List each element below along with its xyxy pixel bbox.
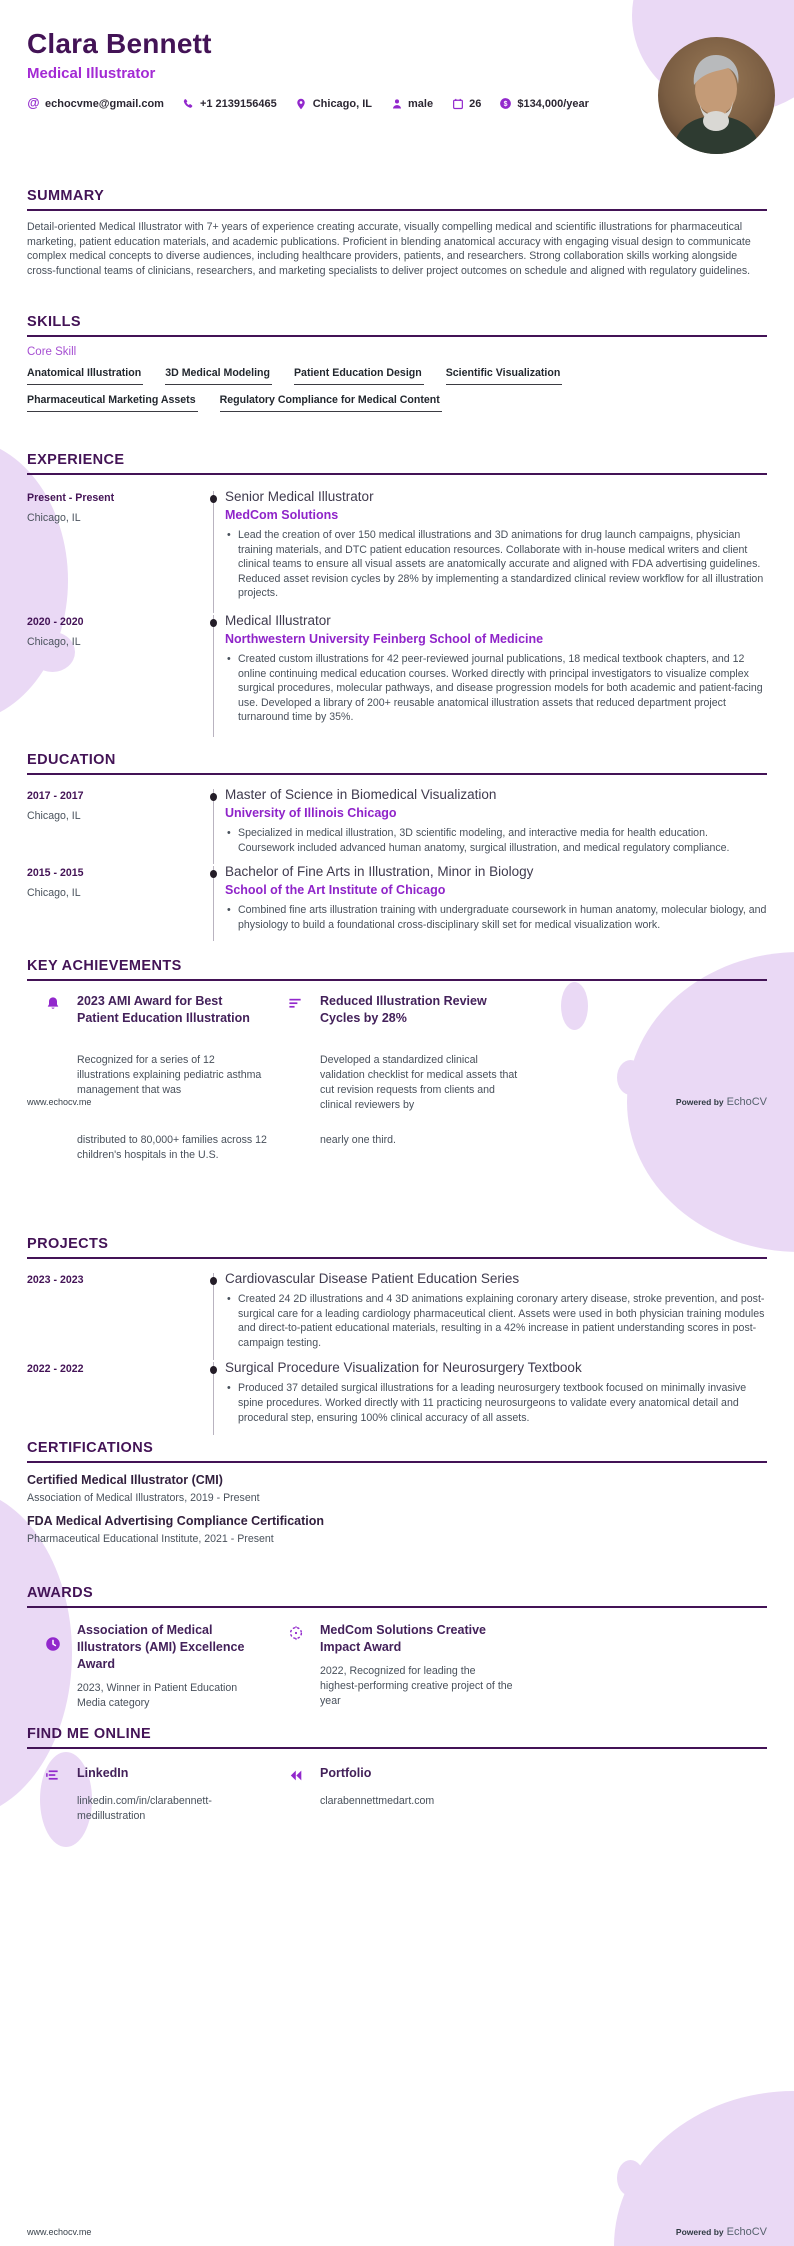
contact-phone-text: +1 2139156465 — [199, 97, 277, 110]
section-heading: FIND ME ONLINE — [27, 1726, 152, 1742]
project-entry — [27, 1271, 767, 1360]
award-title: MedCom Solutions Creative Impact Award — [320, 1623, 486, 1654]
timeline-dot — [210, 1366, 217, 1374]
section-key-achievements — [27, 958, 767, 1163]
project-title: Surgical Procedure Visualization for Neurosurgery Textbook — [225, 1360, 582, 1376]
certification-name: FDA Medical Advertising Compliance Certification — [27, 1514, 325, 1528]
location-pin-icon — [295, 97, 308, 110]
achievement-desc-continued: nearly one third. — [320, 1134, 396, 1146]
certification-item — [27, 1473, 767, 1504]
contact-gender-text: male — [408, 97, 434, 110]
skills-row — [27, 394, 767, 412]
skill-chip: Scientific Visualization — [446, 367, 563, 385]
section-awards — [27, 1585, 767, 1711]
job-position-title: Medical Illustrator — [225, 612, 331, 628]
entry-location: Chicago, IL — [27, 635, 81, 648]
timeline-rail — [203, 489, 225, 613]
section-heading: EXPERIENCE — [27, 452, 125, 468]
achievement-title: 2023 AMI Award for Best Patient Education Illustration — [77, 994, 250, 1025]
social-url[interactable]: clarabennettmedart.com — [320, 1795, 435, 1807]
brand-name: EchoCV — [726, 2226, 767, 2238]
contact-location-text: Chicago, IL — [312, 97, 372, 110]
skill-chip: 3D Medical Modeling — [165, 367, 272, 385]
summary-text: Detail-oriented Medical Illustrator with 7+ years of experience creating accurate, visually compelling medical and scientific illustrations for pharmaceutical marketing, patient education materials, and academic publications. Proficient in blending anatomical accuracy with engaging visual design to communicate complex medical concepts to diverse audiences, including healthcare providers, patients, and researchers. Strong collaboration skills working alongside cross-functional teams of clinicians, researchers, and marketing specialists to deliver project outcomes on schedule and aligned with regulatory guidelines. — [27, 221, 751, 277]
timeline-dot — [210, 1277, 217, 1285]
timeline-rail — [203, 787, 225, 864]
section-heading: SKILLS — [27, 314, 81, 330]
person-icon — [390, 97, 403, 110]
contact-phone[interactable] — [182, 97, 277, 110]
award-title: Association of Medical Illustrators (AMI) Excellence Award — [77, 1623, 245, 1671]
experience-entry — [27, 613, 767, 737]
award-card — [45, 1622, 288, 1711]
skill-chip: Patient Education Design — [294, 367, 424, 385]
project-title: Cardiovascular Disease Patient Education Series — [225, 1271, 520, 1286]
entry-location: Chicago, IL — [27, 512, 81, 524]
bullet-item: • Produced 37 detailed surgical illustrations for a leading neurosurgery textbook focused on minimally invasive spine procedures. Worked directly with 11 practicing neurosurgeons to validate every anatomical detail and procedural step, ensuring 100% clinical accuracy of all assets. — [225, 1381, 767, 1425]
certification-name: Certified Medical Illustrator (CMI) — [27, 1473, 223, 1487]
section-rule — [27, 335, 767, 337]
section-heading: AWARDS — [27, 1585, 94, 1601]
contact-age[interactable] — [451, 97, 481, 110]
achievement-card — [288, 993, 538, 1163]
skill-chip: Regulatory Compliance for Medical Content — [220, 394, 442, 412]
certification-details: Pharmaceutical Educational Institute, 2021 - Present — [27, 1533, 274, 1545]
section-education — [27, 752, 767, 941]
phone-icon — [182, 97, 195, 110]
entry-dates: 2023 - 2023 — [27, 1274, 84, 1286]
timeline-dot — [210, 870, 217, 878]
section-heading: CERTIFICATIONS — [27, 1440, 154, 1456]
job-title: Medical Illustrator — [27, 65, 156, 82]
section-rule — [27, 1747, 767, 1749]
contact-age-text: 26 — [469, 97, 482, 110]
section-certifications — [27, 1440, 767, 1545]
clock-icon — [45, 1636, 61, 1652]
experience-entry — [27, 489, 767, 613]
bullet-item: • Created 24 2D illustrations and 4 3D animations explaining coronary artery disease, stroke prevention, and post-surgical care for a leading cardiology pharmaceutical client. Assets were used in both physician training modules and direct-to-patient educational materials, resulting in a 42% increase in patient understanding scores in post-campaign testing. — [225, 1292, 767, 1350]
company-name: MedCom Solutions — [225, 508, 339, 522]
timeline-rail — [203, 613, 225, 737]
section-rule — [27, 209, 767, 211]
entry-location: Chicago, IL — [27, 810, 81, 822]
bullet-item: • Combined fine arts illustration training with undergraduate coursework in human anatomy, molecular biology, and physiology to build a foundational cross-disciplinary skill set for medical visualization work. — [225, 903, 767, 932]
list-icon — [45, 1768, 61, 1784]
achievement-title: Reduced Illustration Review Cycles by 28% — [320, 994, 487, 1025]
svg-text:$: $ — [503, 100, 508, 108]
social-label: Portfolio — [320, 1766, 372, 1780]
footer-website-link[interactable]: www.echocv.me — [27, 1097, 92, 1107]
page-title: Clara Bennett — [27, 28, 212, 59]
powered-by[interactable] — [676, 2226, 767, 2238]
skills-row — [27, 367, 767, 385]
lines-icon — [288, 996, 304, 1012]
award-card — [288, 1622, 538, 1711]
entry-location: Chicago, IL — [27, 887, 81, 900]
entry-dates: 2020 - 2020 — [27, 615, 84, 628]
achievement-desc-continued: distributed to 80,000+ families across 12 children's hospitals in the U.S. — [77, 1134, 267, 1161]
page-footer — [27, 1096, 767, 1108]
contact-gender[interactable] — [390, 97, 433, 110]
degree-title: Bachelor of Fine Arts in Illustration, Minor in Biology — [225, 864, 534, 880]
social-link-card — [288, 1765, 538, 1824]
page-footer — [27, 2226, 767, 2238]
timeline-rail — [203, 1271, 225, 1360]
award-desc: 2022, Recognized for leading the highest-performing creative project of the year — [320, 1665, 513, 1707]
degree-title: Master of Science in Biomedical Visualization — [225, 787, 497, 802]
profile-photo — [658, 37, 775, 154]
timeline-rail — [203, 1360, 225, 1435]
contact-email-text: echocvme@gmail.com — [45, 97, 164, 110]
achievement-desc: Recognized for a series of 12 illustrations explaining pediatric asthma management that was — [77, 1054, 262, 1096]
timeline-dot — [210, 793, 217, 801]
education-entry — [27, 864, 767, 941]
salary-coin-icon — [499, 97, 512, 110]
entry-dates: 2022 - 2022 — [27, 1363, 84, 1376]
section-find-me-online — [27, 1726, 767, 1824]
powered-by-label: Powered by — [675, 2227, 724, 2237]
section-skills — [27, 314, 767, 412]
section-summary — [27, 188, 767, 278]
brand-name: EchoCV — [726, 1096, 767, 1108]
bullet-item: • Lead the creation of over 150 medical illustrations and 3D animations for drug launch campaigns, physician training materials, and DTC patient education resources. Collaborate with in-house medical writers and client clinical teams to ensure all visual assets are anatomically accurate and aligned with FDA advertising guidelines. Reduced asset revision cycles by 28% by implementing a standardized clinical review workflow for all illustration projects. — [225, 528, 767, 601]
timeline-dot — [210, 495, 217, 503]
section-rule — [27, 773, 767, 775]
education-entry — [27, 787, 767, 864]
section-rule — [27, 1606, 767, 1608]
target-icon — [288, 1625, 304, 1641]
social-label: LinkedIn — [77, 1766, 129, 1780]
section-heading: PROJECTS — [27, 1236, 109, 1252]
skill-chip: Pharmaceutical Marketing Assets — [27, 394, 198, 412]
project-entry — [27, 1360, 767, 1435]
contact-location[interactable] — [295, 97, 372, 110]
achievement-desc: Developed a standardized clinical validation checklist for medical assets that cut revision requests from clients and clinical reviewers by — [320, 1054, 518, 1111]
decorative-blob — [614, 2091, 794, 2246]
contact-email[interactable] — [27, 97, 164, 110]
contact-row — [27, 97, 767, 110]
award-desc: 2023, Winner in Patient Education Media category — [77, 1682, 238, 1709]
company-name: Northwestern University Feinberg School of Medicine — [225, 631, 544, 646]
social-link-card — [45, 1765, 288, 1824]
contact-salary-text: $134,000/year — [517, 97, 589, 110]
certification-details: Association of Medical Illustrators, 2019 - Present — [27, 1492, 260, 1504]
contact-salary[interactable] — [499, 97, 589, 110]
timeline-rail — [203, 864, 225, 941]
entry-dates: Present - Present — [27, 492, 115, 504]
calendar-icon — [451, 97, 464, 110]
section-rule — [27, 473, 767, 475]
section-experience — [27, 452, 767, 737]
powered-by[interactable] — [676, 1096, 767, 1108]
entry-dates: 2017 - 2017 — [27, 790, 84, 802]
section-heading: EDUCATION — [27, 752, 116, 768]
social-url[interactable]: linkedin.com/in/clarabennett-medillustration — [77, 1795, 212, 1822]
timeline-dot — [210, 619, 217, 627]
section-rule — [27, 979, 767, 981]
section-heading: SUMMARY — [27, 188, 105, 204]
school-name: University of Illinois Chicago — [225, 806, 397, 820]
entry-dates: 2015 - 2015 — [27, 867, 84, 880]
rewind-icon — [288, 1768, 304, 1784]
bullet-item: • Specialized in medical illustration, 3D scientific modeling, and interactive media for health education. Coursework included advanced human anatomy, surgical illustration, and medical regulatory compliance. — [225, 826, 767, 855]
certification-item — [27, 1514, 767, 1545]
section-rule — [27, 1461, 767, 1463]
at-icon: @ — [27, 96, 40, 110]
bell-icon — [45, 996, 61, 1012]
bullet-item: • Created custom illustrations for 42 peer-reviewed journal publications, 18 medical textbook chapters, and 12 online continuing medical education courses. Worked directly with principal investigators to visualize complex surgical procedures, molecular pathways, and disease progression models for both academic and patient-facing use. Developed a library of 200+ reusable anatomical illustration assets that reduced department project turnaround time by 35%. — [225, 652, 767, 725]
achievement-card — [45, 993, 288, 1163]
section-projects — [27, 1236, 767, 1435]
school-name: School of the Art Institute of Chicago — [225, 883, 446, 898]
skill-chip: Anatomical Illustration — [27, 367, 143, 385]
section-rule — [27, 1257, 767, 1259]
powered-by-label: Powered by — [675, 1097, 724, 1107]
footer-website-link[interactable]: www.echocv.me — [27, 2227, 92, 2237]
skills-group-label: Core Skill — [27, 346, 77, 358]
section-heading: KEY ACHIEVEMENTS — [27, 958, 182, 974]
job-position-title: Senior Medical Illustrator — [225, 489, 374, 504]
resume-header — [27, 28, 767, 110]
